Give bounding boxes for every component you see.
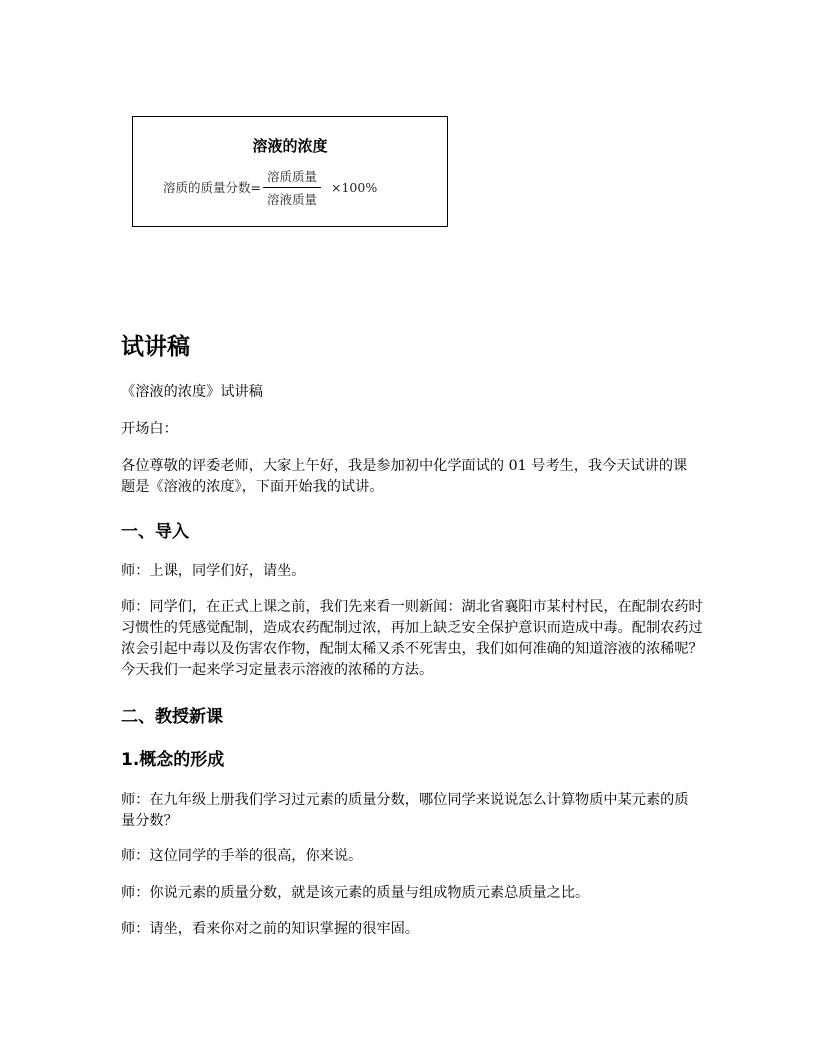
- subtitle-paragraph: 《溶液的浓度》试讲稿: [121, 384, 263, 400]
- concept-paragraph-3: 师：你说元素的质量分数，就是该元素的质量与组成物质元素总质量之比。: [121, 885, 590, 901]
- opening-label: 开场白：: [121, 421, 178, 437]
- intro-paragraph-1: 师：上课，同学们好，请坐。: [121, 563, 306, 579]
- formula-multiplier: ×100%: [331, 179, 378, 195]
- formula-fraction: [263, 167, 321, 208]
- formula-box: [132, 116, 448, 227]
- concept-paragraph-4: 师：请坐，看来你对之前的知识掌握的很牢固。: [121, 921, 419, 937]
- formula-denominator: 溶液质量: [266, 191, 317, 207]
- section-heading-intro: 一、导入: [121, 522, 189, 542]
- mass-fraction-formula: [163, 165, 377, 209]
- concept-paragraph-2: 师：这位同学的手举的很高，你来说。: [121, 848, 363, 864]
- subsection-heading-concept: 1.概念的形成: [121, 750, 225, 770]
- intro-paragraph-2: 师：同学们，在正式上课之前，我们先来看一则新闻：湖北省襄阳市某村村民，在配制农药时习惯性的凭感觉配制，造成农药配制过浓，再加上缺乏安全保护意识而造成中毒。配制农药过浓会引起中毒以及伤害农作物，配制太稀又杀不死害虫，我们如何准确的知道溶液的浓稀呢？今天我们一起来学习定量表示溶液的浓稀的方法。: [121, 599, 703, 678]
- document-title: 试讲稿: [121, 334, 190, 360]
- section-heading-new-lesson: 二、教授新课: [121, 707, 223, 727]
- formula-lhs: 溶质的质量分数=: [163, 180, 261, 195]
- formula-numerator: 溶质质量: [263, 167, 321, 188]
- formula-title: 溶液的浓度: [252, 137, 328, 155]
- concept-paragraph-1: 师：在九年级上册我们学习过元素的质量分数，哪位同学来说说怎么计算物质中某元素的质量分数？: [121, 792, 689, 829]
- opening-paragraph: 各位尊敬的评委老师，大家上午好，我是参加初中化学面试的 01 号考生，我今天试讲的课题是《溶液的浓度》，下面开始我的试讲。: [121, 458, 688, 495]
